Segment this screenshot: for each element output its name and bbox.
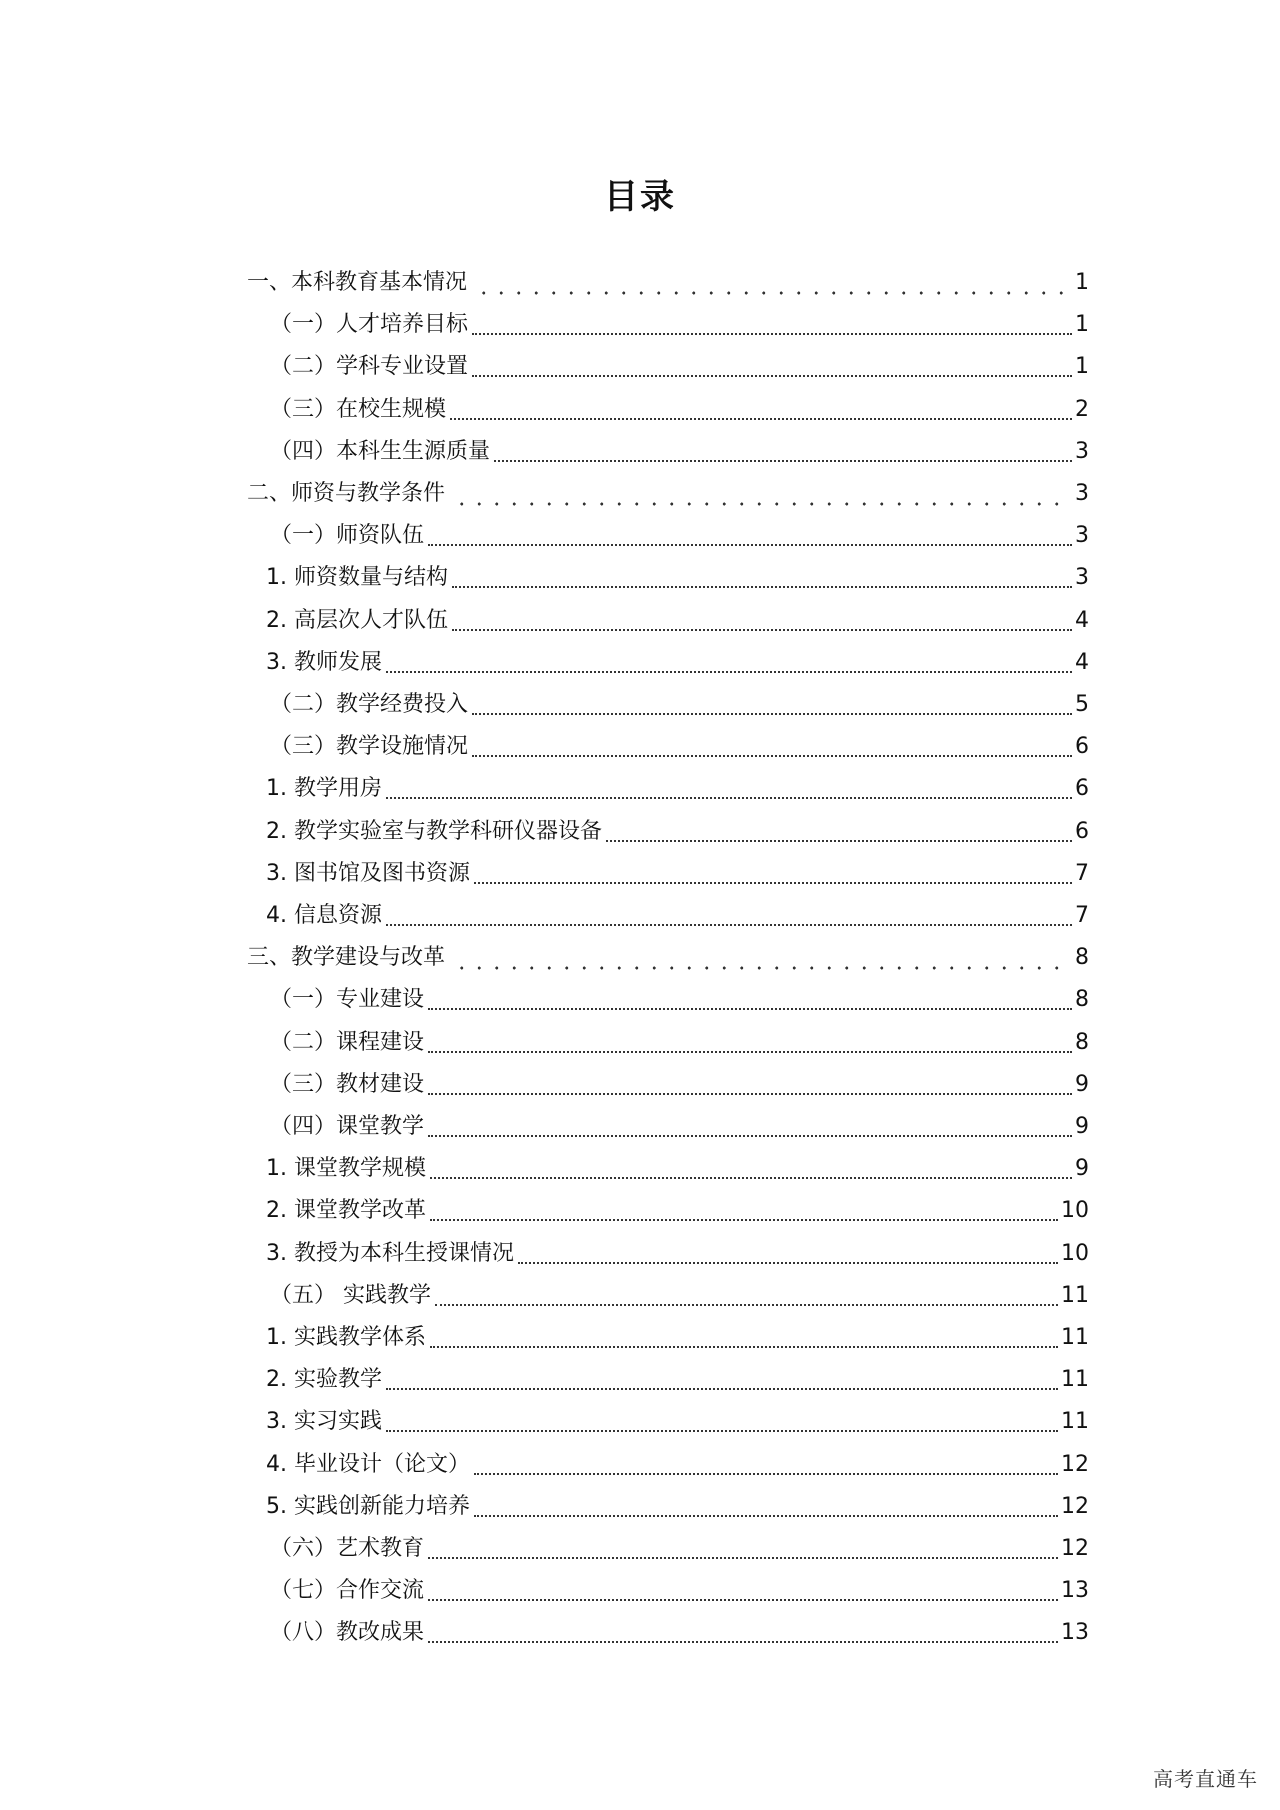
toc-entry-title: （四）课堂教学 bbox=[270, 1114, 425, 1139]
dot-leader bbox=[430, 1177, 1072, 1179]
toc-page-number: 12 bbox=[1061, 1493, 1089, 1519]
toc-entry-title: 4. 信息资源 bbox=[266, 903, 382, 928]
toc-entry[interactable] bbox=[266, 1148, 1089, 1190]
page-title: 目录 bbox=[604, 176, 676, 217]
toc-entry-title: （三）教学设施情况 bbox=[270, 734, 469, 760]
toc-entry-title: （二）学科专业设置 bbox=[270, 354, 469, 380]
toc-entry[interactable] bbox=[270, 1612, 1089, 1654]
toc-page-number: 10 bbox=[1061, 1198, 1089, 1224]
toc-page-number: 12 bbox=[1061, 1536, 1089, 1561]
toc-page-number: 6 bbox=[1075, 776, 1089, 802]
toc-page-number: 9 bbox=[1075, 1156, 1089, 1182]
dot-leader bbox=[386, 1430, 1058, 1432]
dot-leader bbox=[472, 755, 1072, 757]
toc-entry[interactable] bbox=[266, 1401, 1089, 1443]
toc-entry[interactable] bbox=[270, 1528, 1089, 1570]
toc-page-number: 12 bbox=[1061, 1451, 1089, 1477]
toc-entry[interactable] bbox=[266, 1190, 1089, 1232]
dot-leader bbox=[472, 333, 1072, 335]
toc-page-number: 10 bbox=[1061, 1240, 1089, 1266]
toc-page-number: 2 bbox=[1075, 396, 1089, 422]
toc-page-number: 1 bbox=[1075, 270, 1089, 295]
toc-entry-title: 4. 毕业设计（论文） bbox=[266, 1451, 470, 1477]
toc-entry[interactable] bbox=[270, 304, 1089, 346]
dot-leader bbox=[430, 1219, 1058, 1221]
toc-page-number: 6 bbox=[1075, 818, 1089, 844]
toc-entry-title: 2. 教学实验室与教学科研仪器设备 bbox=[266, 818, 602, 844]
toc-entry-title: 2. 实验教学 bbox=[266, 1367, 382, 1393]
dot-leader bbox=[428, 1093, 1072, 1095]
toc-page-number: 3 bbox=[1075, 523, 1089, 549]
toc-page-number: 8 bbox=[1075, 1029, 1089, 1055]
toc-page-number: 3 bbox=[1075, 438, 1089, 464]
dot-leader bbox=[386, 671, 1072, 673]
dot-leader bbox=[452, 586, 1072, 588]
toc-entry-title: 1. 实践教学体系 bbox=[266, 1325, 426, 1350]
toc-entry-title: 1. 师资数量与结构 bbox=[266, 565, 448, 591]
toc-entry[interactable] bbox=[266, 642, 1089, 684]
toc-entry-title: 3. 图书馆及图书资源 bbox=[266, 860, 470, 886]
toc-entry-title: （三）教材建设 bbox=[270, 1071, 425, 1097]
toc-page-number: 4 bbox=[1075, 607, 1089, 633]
toc-page-number: 11 bbox=[1061, 1409, 1089, 1435]
dot-leader bbox=[450, 418, 1072, 420]
toc-page-number: 7 bbox=[1075, 860, 1089, 886]
toc-entry[interactable] bbox=[266, 811, 1089, 853]
toc-entry[interactable] bbox=[266, 1233, 1089, 1275]
toc-entry-title: （二）教学经费投入 bbox=[270, 692, 469, 717]
dot-leader bbox=[475, 291, 1064, 295]
toc-entry-title: （七）合作交流 bbox=[270, 1578, 425, 1604]
toc-entry[interactable] bbox=[266, 1317, 1089, 1359]
dot-leader bbox=[428, 544, 1072, 546]
toc-entry-title: 3. 教授为本科生授课情况 bbox=[266, 1240, 514, 1266]
toc-page-number: 5 bbox=[1075, 692, 1089, 717]
toc-entry-title: 三、教学建设与改革 bbox=[247, 945, 446, 971]
dot-leader bbox=[428, 1599, 1058, 1601]
toc-entry[interactable] bbox=[270, 389, 1089, 431]
toc-entry-title: （一）专业建设 bbox=[270, 987, 425, 1013]
toc-page-number: 13 bbox=[1061, 1578, 1089, 1604]
dot-leader bbox=[453, 502, 1064, 506]
dot-leader bbox=[386, 797, 1072, 799]
toc-entry-title: （三）在校生规模 bbox=[270, 396, 447, 422]
toc-page-number: 11 bbox=[1061, 1325, 1089, 1350]
dot-leader bbox=[435, 1304, 1058, 1306]
toc-entry[interactable] bbox=[266, 853, 1089, 895]
toc-entry[interactable] bbox=[266, 768, 1089, 810]
toc-entry[interactable] bbox=[270, 979, 1089, 1021]
toc-entry-title: 二、师资与教学条件 bbox=[247, 481, 446, 506]
toc-entry-title: （一）人才培养目标 bbox=[270, 312, 469, 338]
toc-page-number: 11 bbox=[1061, 1282, 1089, 1308]
toc-entry-title: 2. 高层次人才队伍 bbox=[266, 607, 448, 633]
toc-page-number: 3 bbox=[1075, 565, 1089, 591]
toc-page-number: 4 bbox=[1075, 649, 1089, 675]
toc-entry[interactable] bbox=[270, 1570, 1089, 1612]
toc-page-number: 13 bbox=[1061, 1620, 1089, 1646]
toc-entry[interactable] bbox=[247, 937, 1089, 979]
toc-entry-title: （八）教改成果 bbox=[270, 1620, 425, 1646]
toc-entry[interactable] bbox=[266, 1359, 1089, 1401]
toc-page-number: 11 bbox=[1061, 1367, 1089, 1393]
toc-entry-title: （四）本科生生源质量 bbox=[270, 438, 491, 464]
dot-leader bbox=[428, 1641, 1058, 1643]
toc-page-number: 1 bbox=[1075, 354, 1089, 380]
watermark: 高考直通车 bbox=[1153, 1767, 1258, 1791]
dot-leader bbox=[428, 1051, 1072, 1053]
toc-entry-title: （五） 实践教学 bbox=[270, 1282, 431, 1308]
toc-entry[interactable] bbox=[247, 262, 1089, 304]
toc-entry-title: 5. 实践创新能力培养 bbox=[266, 1493, 470, 1519]
toc-entry[interactable] bbox=[270, 684, 1089, 726]
toc-entry-title: （二）课程建设 bbox=[270, 1029, 425, 1055]
dot-leader bbox=[430, 1346, 1058, 1348]
toc-page-number: 8 bbox=[1075, 987, 1089, 1013]
toc-entry-title: （一）师资队伍 bbox=[270, 523, 425, 549]
dot-leader bbox=[386, 1388, 1058, 1390]
dot-leader bbox=[428, 1557, 1058, 1559]
dot-leader bbox=[452, 629, 1072, 631]
toc-page-number: 7 bbox=[1075, 903, 1089, 928]
toc-entry[interactable] bbox=[270, 1106, 1089, 1148]
toc-entry[interactable] bbox=[270, 1022, 1089, 1064]
toc-entry-title: 1. 课堂教学规模 bbox=[266, 1156, 426, 1182]
toc-entry[interactable] bbox=[266, 1486, 1089, 1528]
toc-entry[interactable] bbox=[247, 473, 1089, 515]
dot-leader bbox=[472, 713, 1072, 715]
toc-entry[interactable] bbox=[270, 431, 1089, 473]
toc-page-number: 9 bbox=[1075, 1071, 1089, 1097]
toc-page-number: 1 bbox=[1075, 312, 1089, 338]
dot-leader bbox=[494, 460, 1072, 462]
toc-entry[interactable] bbox=[266, 600, 1089, 642]
toc-entry[interactable] bbox=[270, 1064, 1089, 1106]
toc-entry-title: 2. 课堂教学改革 bbox=[266, 1198, 426, 1224]
toc-page-number: 3 bbox=[1075, 481, 1089, 506]
toc-entry[interactable] bbox=[270, 346, 1089, 388]
toc-page-number: 6 bbox=[1075, 734, 1089, 760]
dot-leader bbox=[474, 1515, 1058, 1517]
dot-leader bbox=[428, 1008, 1072, 1010]
toc-entry-title: 1. 教学用房 bbox=[266, 776, 382, 802]
toc-page-number: 8 bbox=[1075, 945, 1089, 971]
toc-entry-title: 一、本科教育基本情况 bbox=[247, 270, 468, 295]
dot-leader bbox=[606, 840, 1072, 842]
toc-entry[interactable] bbox=[270, 726, 1089, 768]
toc-entry-title: （六）艺术教育 bbox=[270, 1536, 425, 1561]
toc-entry[interactable] bbox=[266, 1444, 1089, 1486]
dot-leader bbox=[474, 1473, 1058, 1475]
dot-leader bbox=[453, 966, 1064, 970]
dot-leader bbox=[428, 1135, 1072, 1137]
toc-page-number: 9 bbox=[1075, 1114, 1089, 1139]
toc-entry[interactable] bbox=[266, 895, 1089, 937]
dot-leader bbox=[518, 1262, 1058, 1264]
toc-entry[interactable] bbox=[270, 515, 1089, 557]
dot-leader bbox=[472, 375, 1072, 377]
toc-entry-title: 3. 教师发展 bbox=[266, 649, 382, 675]
toc-entry-title: 3. 实习实践 bbox=[266, 1409, 382, 1435]
dot-leader bbox=[386, 924, 1072, 926]
toc-entry[interactable] bbox=[270, 1275, 1089, 1317]
toc-entry[interactable] bbox=[266, 557, 1089, 599]
dot-leader bbox=[474, 882, 1072, 884]
